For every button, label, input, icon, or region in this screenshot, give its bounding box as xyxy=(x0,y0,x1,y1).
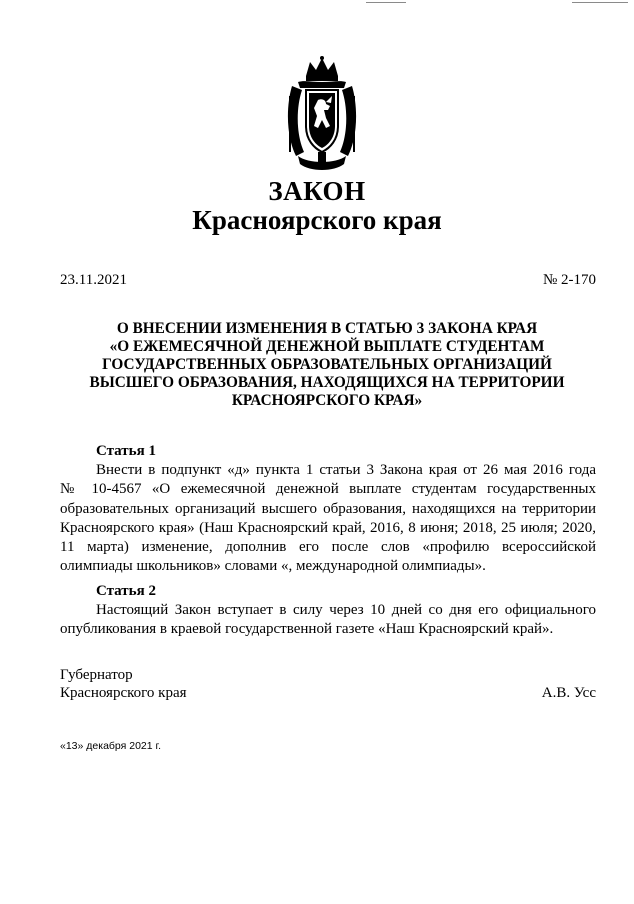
law-title-line: КРАСНОЯРСКОГО КРАЯ» xyxy=(231,392,423,409)
signatory-name: А.В. Усс xyxy=(541,685,596,701)
article-1-line: Внести в подпункт «д» пункта 1 статьи 3 Закона края от 26 мая 2016 года xyxy=(96,462,596,478)
article-1-line: 11 марта) изменение, дополнив его после слов «профилю всероссийской xyxy=(60,539,596,556)
article-1-text xyxy=(60,461,596,577)
article-1-line: № 10-4567 «О ежемесячной денежной выплате студентам государственных xyxy=(60,481,596,498)
article-1-heading: Статья 1 xyxy=(96,443,156,459)
law-title xyxy=(60,320,594,410)
article-1-line: олимпиады школьников» словами «, международной олимпиады». xyxy=(60,558,486,575)
law-title-line: «О ЕЖЕМЕСЯЧНОЙ ДЕНЕЖНОЙ ВЫПЛАТЕ СТУДЕНТАМ xyxy=(109,338,545,355)
signatory-position-line1: Губернатор xyxy=(60,667,133,683)
scan-line-right xyxy=(572,2,628,3)
article-2-line: опубликования в краевой государственной газете «Наш Красноярский край». xyxy=(60,621,554,638)
coat-of-arms-emblem xyxy=(284,56,360,176)
article-2-line: Настоящий Закон вступает в силу через 10 дней со дня его официального xyxy=(96,602,596,618)
article-2-text xyxy=(60,601,596,640)
law-title-line: ГОСУДАРСТВЕННЫХ ОБРАЗОВАТЕЛЬНЫХ ОРГАНИЗАЦИЙ xyxy=(102,356,552,373)
law-title-line: О ВНЕСЕНИИ ИЗМЕНЕНИЯ В СТАТЬЮ 3 ЗАКОНА КРАЯ xyxy=(116,320,538,337)
article-1-line: Красноярского края» (Наш Красноярский край, 2016, 8 июня; 2018, 25 июля; 2020, xyxy=(60,519,596,536)
scan-line-left xyxy=(366,2,406,3)
article-1-line: образовательных организаций высшего образования, находящихся на территории xyxy=(60,500,596,517)
signatory-position-line2: Красноярского края xyxy=(60,685,187,701)
law-date: 23.11.2021 xyxy=(60,272,127,288)
signing-date-stamp: «13» декабря 2021 г. xyxy=(60,740,161,752)
document-title: ЗАКОН xyxy=(268,176,366,206)
document-subtitle: Красноярского края xyxy=(192,205,442,235)
article-2-heading: Статья 2 xyxy=(96,583,156,599)
law-title-line: ВЫСШЕГО ОБРАЗОВАНИЯ, НАХОДЯЩИХСЯ НА ТЕРРИТОРИИ xyxy=(89,374,565,391)
law-number: № 2-170 xyxy=(542,272,596,288)
